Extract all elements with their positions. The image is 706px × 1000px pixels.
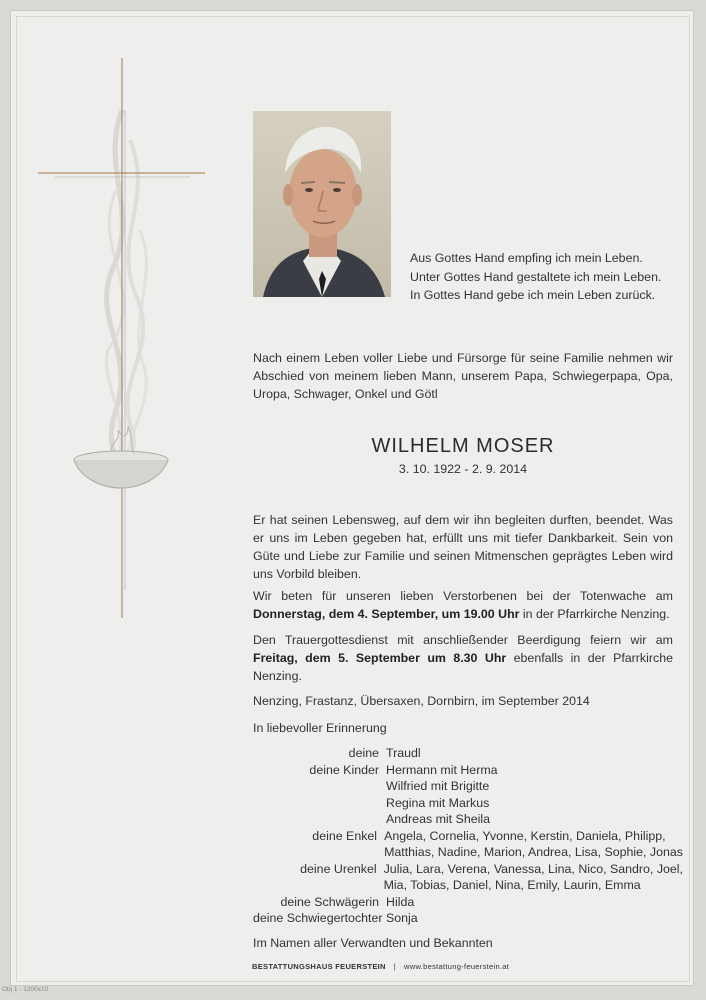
mourner-name: Matthias, Nadine, Marion, Andrea, Lisa, Sophie, Jonas xyxy=(384,845,683,859)
mourner-name: Regina mit Markus xyxy=(386,795,490,810)
mourner-label: deine Urenkel xyxy=(300,861,377,876)
mourner-name: Angela, Cornelia, Yvonne, Kerstin, Daniela, Philipp, xyxy=(384,828,666,843)
intro-paragraph: Nach einem Leben voller Liebe und Fürsorge für seine Familie nehmen wir Abschied von meinem lieben Mann, unserem Papa, Schwiegerpapa, Opa, Uropa, Schwager, Onkel und Götl xyxy=(253,351,673,401)
funeral-paragraph: Den Trauergottesdienst mit anschließender Beerdigung feiern wir am Freitag, dem 5. September um 8.30 Uhr ebenfalls in der Pfarrkirche Nenzing. xyxy=(253,633,673,683)
footer xyxy=(252,962,509,971)
mourner-row xyxy=(253,861,683,894)
closing-line: Im Namen aller Verwandten und Bekannten xyxy=(253,936,493,950)
footer-separator: | xyxy=(393,962,397,971)
mourner-name: Sonja xyxy=(386,911,418,925)
mourner-label: deine Schwägerin xyxy=(280,894,379,909)
life-dates: 3. 10. 1922 - 2. 9. 2014 xyxy=(398,462,528,476)
verse xyxy=(410,249,680,305)
mourner-row xyxy=(253,910,683,927)
mourner-name: Mia, Tobias, Daniel, Nina, Emily, Laurin, Emma xyxy=(383,878,641,892)
mourner-name: Traudl xyxy=(386,746,421,760)
farewell-paragraph: Er hat seinen Lebensweg, auf dem wir ihn begleiten durften, beendet. Was er uns im Leben gegeben hat, erfüllt uns mit tiefer Dankbarkeit. Sein von Güte und Liebe zur Familie und seinen Mitmenschen geprägtes Leben wird uns Vorbild bleiben. xyxy=(253,513,673,581)
wake-date: Donnerstag, dem 4. September, um 19.00 Uhr xyxy=(253,607,520,621)
verse-line: Unter Gottes Hand gestaltete ich mein Leben. xyxy=(410,269,662,284)
mourner-row xyxy=(253,828,683,861)
mourner-label: deine Schwiegertochter xyxy=(253,911,383,925)
funeral-home-website: www.bestattung-feuerstein.at xyxy=(404,962,510,971)
funeral-date: Freitag, dem 5. September um 8.30 Uhr xyxy=(253,651,507,665)
mourner-label: deine xyxy=(348,746,379,760)
mourner-label: deine Enkel xyxy=(312,828,378,843)
verse-line: Aus Gottes Hand empfing ich mein Leben. xyxy=(410,251,643,265)
mourner-name: Wilfried mit Brigitte xyxy=(386,779,490,793)
verse-line: In Gottes Hand gebe ich mein Leben zurück. xyxy=(410,288,656,302)
deceased-name: WILHELM MOSER xyxy=(371,435,555,457)
funeral-home-name: BESTATTUNGSHAUS FEUERSTEIN xyxy=(252,962,386,971)
mourner-name: Andreas mit Sheila xyxy=(386,812,490,826)
remembrance-line: In liebevoller Erinnerung xyxy=(253,721,387,735)
place-date-line: Nenzing, Frastanz, Übersaxen, Dornbirn, im September 2014 xyxy=(253,694,590,708)
print-code: Obj 1 - 1200x10 xyxy=(2,986,49,993)
portrait-photo xyxy=(253,111,391,297)
mourner-row xyxy=(253,762,683,828)
mourner-row xyxy=(253,745,683,762)
wake-paragraph: Wir beten für unseren lieben Verstorbenen bei der Totenwache am Donnerstag, dem 4. September, um 19.00 Uhr in der Pfarrkirche Nenzing. xyxy=(253,589,673,621)
mourner-name: Hilda xyxy=(386,894,415,909)
mourner-label: deine Kinder xyxy=(309,762,379,777)
mourner-name: Hermann mit Herma xyxy=(386,762,498,777)
mourners-list xyxy=(253,745,683,927)
cross-flame-bowl-icon xyxy=(30,50,210,630)
mourner-row xyxy=(253,894,683,911)
mourner-name: Julia, Lara, Verena, Vanessa, Lina, Nico, Sandro, Joel, xyxy=(383,861,683,876)
